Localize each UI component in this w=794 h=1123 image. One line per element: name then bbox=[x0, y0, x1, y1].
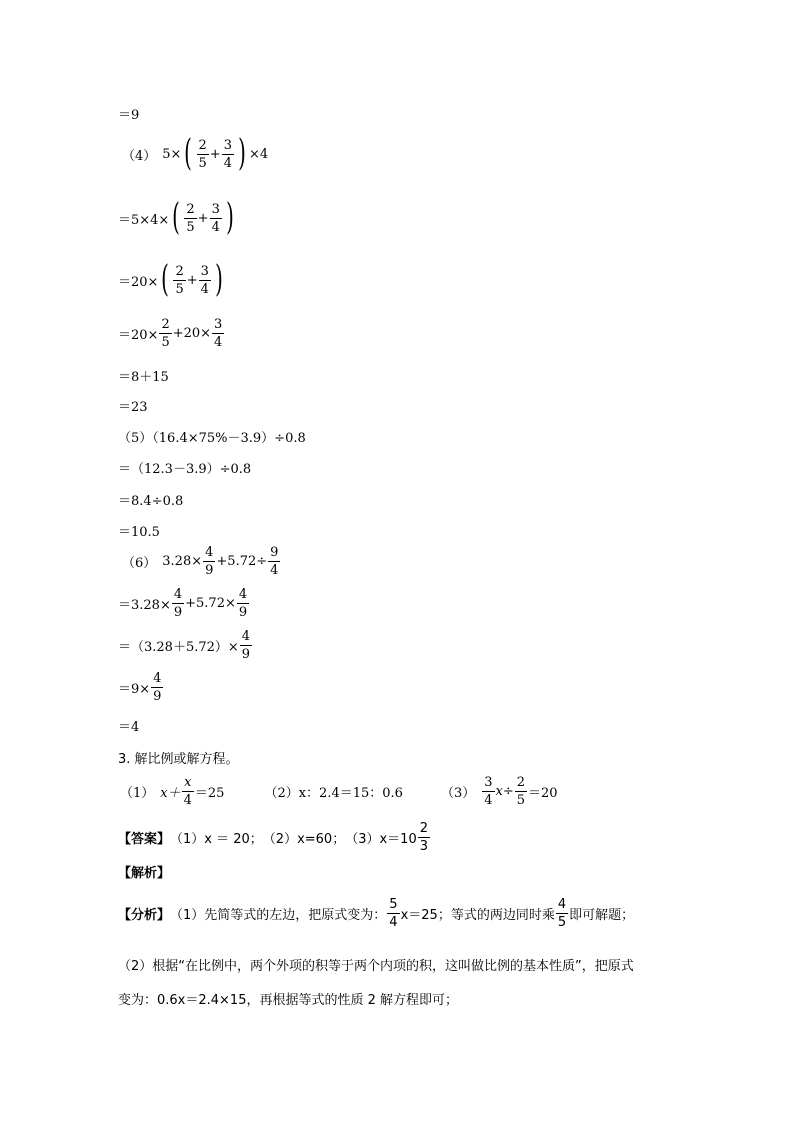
fenxi-text: （1）先简等式的左边，把原式变为： bbox=[170, 908, 387, 923]
fenxi-line-2 bbox=[118, 955, 634, 974]
fraction: $\frac{2}{5}$ bbox=[198, 137, 207, 171]
expr-text: x＋ bbox=[160, 786, 181, 801]
step-line bbox=[118, 672, 164, 703]
step-text: ＝4 bbox=[118, 720, 140, 735]
fraction: $\frac{2}{5}$ bbox=[175, 263, 184, 297]
fraction: $\frac{3}{4}$ bbox=[200, 263, 209, 297]
step-line bbox=[118, 318, 225, 349]
expr-text: ＝20 bbox=[528, 786, 558, 801]
step-line bbox=[118, 366, 169, 385]
fraction: $\frac{x}{4}$ bbox=[183, 775, 192, 808]
fenxi-text: x＝25；等式的两边同时乘 bbox=[400, 908, 555, 923]
problem-label: （4） bbox=[122, 148, 157, 164]
expr-text: ＝5×4× bbox=[118, 212, 170, 228]
fraction: $\frac{4}{9}$ bbox=[238, 587, 248, 620]
problem-2-text: （2）x：2.4＝15：0.6 bbox=[264, 786, 403, 801]
fraction: $\frac{3}{4}$ bbox=[223, 137, 232, 171]
expr-text: +20× bbox=[172, 326, 212, 341]
paren-group: ( $\frac{2}{5}$ + $\frac{3}{4}$ ) bbox=[172, 197, 234, 238]
question-title-text: 3. 解比例或解方程。 bbox=[118, 752, 239, 767]
expr-text: ×4 bbox=[249, 146, 269, 162]
step-line bbox=[118, 396, 148, 415]
answer-1: （1）x ＝ 20； bbox=[170, 832, 263, 847]
expr-text: 3.28× bbox=[162, 554, 203, 569]
fenxi-label: 【分析】 bbox=[118, 908, 171, 923]
fraction: $\frac{4}{9}$ bbox=[153, 671, 162, 704]
step-line bbox=[118, 716, 139, 735]
problem-4-line bbox=[122, 133, 269, 174]
step-text: ＝（12.3－3.9）÷0.8 bbox=[118, 462, 252, 477]
step-line bbox=[118, 259, 226, 300]
answer-2: （2）x=60； bbox=[262, 832, 346, 847]
expr-text: +5.72× bbox=[185, 596, 236, 611]
problem-label: （6） bbox=[122, 556, 157, 571]
question-3-title bbox=[118, 748, 239, 767]
expr-text: ＝20× bbox=[118, 274, 159, 290]
step-line bbox=[118, 630, 253, 661]
fenxi-line-3 bbox=[118, 989, 458, 1008]
expr-text: ＝25 bbox=[194, 786, 225, 801]
fraction: $\frac{9}{4}$ bbox=[270, 545, 279, 578]
paren-group: ( $\frac{2}{5}$ + $\frac{3}{4}$ ) bbox=[184, 133, 246, 174]
fraction: $\frac{3}{4}$ bbox=[214, 317, 223, 350]
answer-line bbox=[118, 822, 431, 853]
fenxi-text: （2）根据“在比例中，两个外项的积等于两个内项的积，这叫做比例的基本性质”，把原式 bbox=[118, 959, 634, 974]
answer-3: （3）x＝10 bbox=[345, 832, 417, 847]
expr-text: ＝9× bbox=[118, 682, 151, 697]
expr-text: ＝20× bbox=[118, 328, 159, 343]
step-line bbox=[118, 458, 251, 477]
expr-text: ＝3.28× bbox=[118, 598, 171, 613]
fraction: $\frac{3}{4}$ bbox=[484, 775, 493, 808]
step-line bbox=[118, 588, 250, 619]
paren-group: ( $\frac{2}{5}$ + $\frac{3}{4}$ ) bbox=[161, 259, 223, 300]
analysis-label: 【解析】 bbox=[118, 866, 171, 881]
fenxi-text: 即可解题； bbox=[569, 908, 635, 923]
step-text: ＝8.4÷0.8 bbox=[118, 494, 184, 509]
step-line bbox=[118, 490, 183, 509]
step-text: ＝8＋15 bbox=[118, 370, 169, 385]
step-text: ＝23 bbox=[118, 400, 148, 415]
step-text: ＝9 bbox=[118, 108, 140, 123]
fraction: $\frac{2}{3}$ bbox=[419, 821, 428, 854]
problem-label: （3） bbox=[440, 786, 476, 801]
step-line bbox=[118, 197, 237, 238]
expr-text: +5.72÷ bbox=[216, 554, 268, 569]
fraction: $\frac{2}{5}$ bbox=[161, 317, 170, 350]
step-text: （5）（16.4×75%－3.9）÷0.8 bbox=[118, 431, 306, 446]
step-line bbox=[118, 104, 139, 123]
expr-text: x÷ bbox=[495, 784, 514, 799]
fraction: $\frac{3}{4}$ bbox=[211, 201, 220, 235]
fraction: $\frac{4}{9}$ bbox=[173, 587, 183, 620]
fraction: $\frac{5}{4}$ bbox=[389, 897, 398, 930]
expr-text: ＝（3.28＋5.72）× bbox=[118, 640, 239, 655]
fraction: $\frac{2}{5}$ bbox=[516, 775, 526, 808]
fraction: $\frac{2}{5}$ bbox=[186, 201, 195, 235]
expr-text: 5× bbox=[162, 146, 182, 162]
fraction: $\frac{4}{5}$ bbox=[557, 897, 567, 930]
problem-5-line bbox=[118, 427, 306, 446]
question-3-problems bbox=[120, 776, 558, 807]
fraction: $\frac{4}{9}$ bbox=[241, 629, 251, 662]
step-text: ＝10.5 bbox=[118, 525, 160, 540]
answer-label: 【答案】 bbox=[118, 832, 171, 847]
problem-6-line bbox=[122, 546, 281, 577]
fenxi-text: 变为：0.6x＝2.4×15，再根据等式的性质 2 解方程即可； bbox=[118, 993, 459, 1008]
problem-label: （1） bbox=[120, 786, 155, 801]
fenxi-line-1 bbox=[118, 898, 634, 929]
step-line bbox=[118, 521, 160, 540]
analysis-heading bbox=[118, 862, 170, 881]
fraction: $\frac{4}{9}$ bbox=[205, 545, 214, 578]
